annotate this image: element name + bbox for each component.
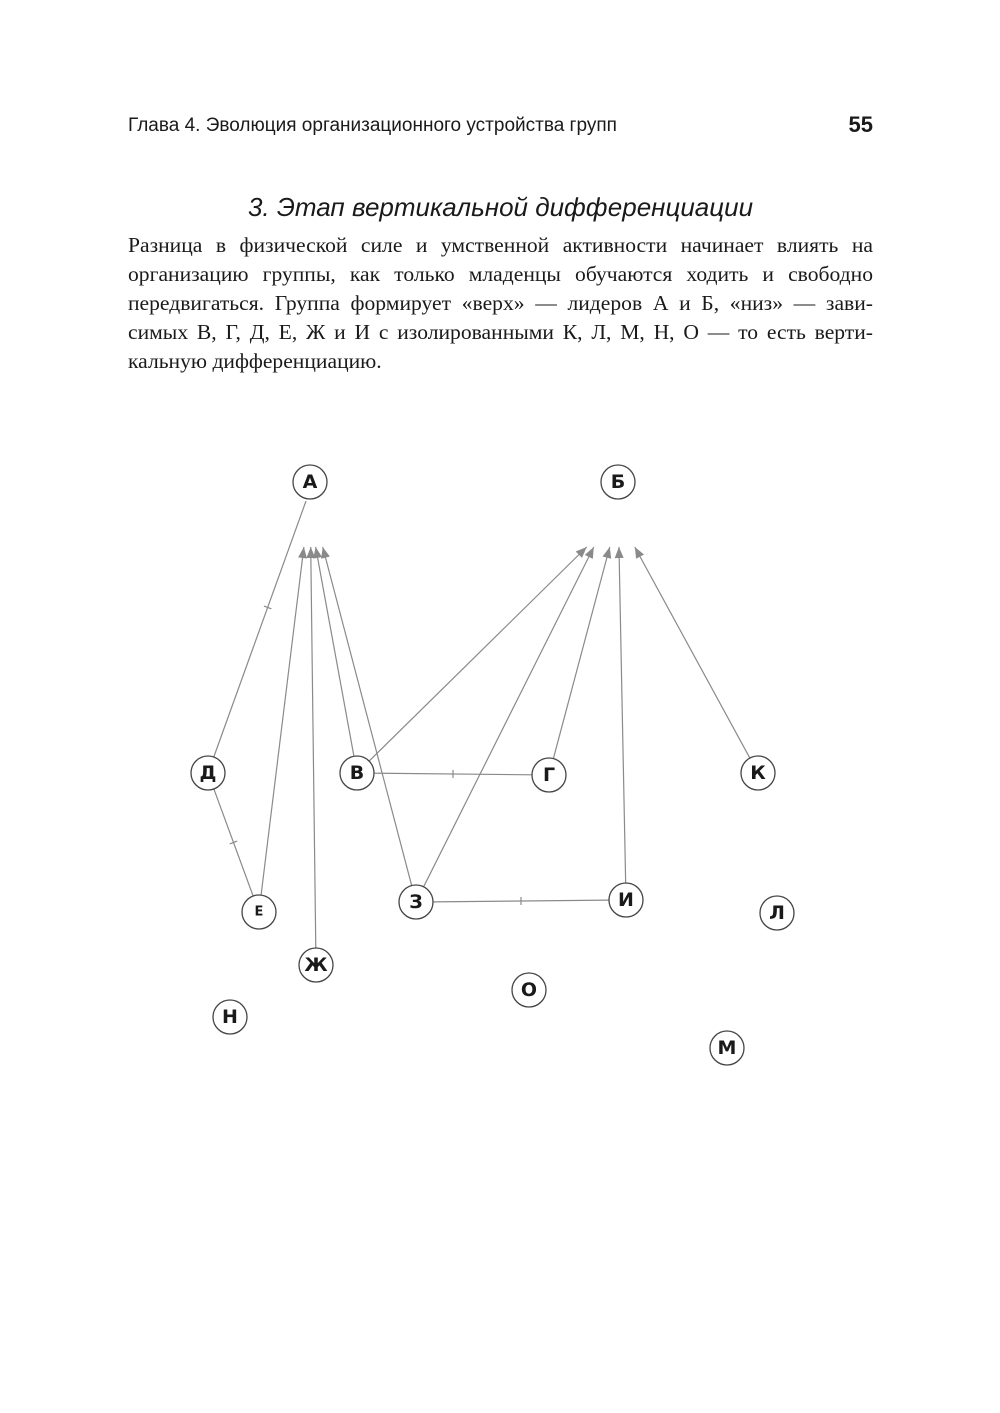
node-l: [760, 896, 794, 930]
edge-k-to-b: [635, 547, 750, 758]
arrowhead-i-to-b: [615, 547, 624, 558]
arrowhead-g-to-b: [603, 547, 612, 559]
node-m: [710, 1031, 744, 1065]
node-b-label: Б: [610, 471, 626, 493]
node-k: [741, 756, 775, 790]
node-z: [399, 885, 433, 919]
edge-z-to-b: [424, 547, 594, 887]
node-z-label: З: [409, 891, 423, 913]
nodes-layer: [191, 465, 794, 1065]
paragraph-line: организацию группы, как только младенцы обучаются ходить и свободно: [128, 262, 873, 286]
edge-v-to-a: [316, 547, 354, 756]
node-o: [512, 973, 546, 1007]
edges-layer: [214, 501, 750, 948]
node-e-label: Е: [254, 904, 264, 920]
node-i-label: И: [618, 889, 634, 911]
node-k-label: К: [750, 762, 766, 784]
section-heading: 3. Этап вертикальной дифференциации: [247, 192, 754, 222]
chapter-title: Глава 4. Эволюция организационного устройства групп: [128, 115, 617, 136]
node-a-label: А: [302, 471, 318, 493]
node-g-label: Г: [542, 764, 556, 786]
page-number: 55: [848, 112, 873, 137]
arrowhead-k-to-b: [635, 547, 644, 559]
node-v: [340, 756, 374, 790]
paragraph-line: симых В, Г, Д, Е, Ж и И с изолированными К, Л, М, Н, О — то есть верти-: [128, 320, 873, 344]
node-b: [601, 465, 635, 499]
paragraph-line: кальную дифференциацию.: [128, 349, 382, 373]
node-d: [191, 756, 225, 790]
node-v-label: В: [349, 762, 365, 784]
edge-zh-to-a: [311, 547, 316, 948]
node-zh: [299, 948, 333, 982]
node-a: [293, 465, 327, 499]
paragraph-line: Разница в физической силе и умственной активности начинает влиять на: [128, 233, 873, 257]
paragraph-line: передвигаться. Группа формирует «верх» — лидеров А и Б, «низ» — зави-: [128, 291, 873, 315]
node-e: [242, 895, 276, 929]
node-n: [213, 1000, 247, 1034]
node-l-label: Л: [769, 902, 785, 924]
edge-d-to-a: [214, 501, 306, 757]
edge-v-to-b: [369, 547, 587, 761]
edge-i-to-b: [619, 547, 626, 883]
arrowhead-e-to-a: [298, 547, 307, 558]
arrowhead-z-to-a: [321, 547, 330, 559]
edge-g-to-b: [553, 547, 609, 759]
edge-z-to-a: [323, 547, 412, 886]
node-i: [609, 883, 643, 917]
arrowhead-v-to-a: [313, 547, 322, 559]
node-zh-label: Ж: [304, 954, 328, 976]
node-m-label: М: [717, 1037, 737, 1059]
node-n-label: Н: [222, 1006, 238, 1028]
node-o-label: О: [520, 979, 538, 1001]
node-d-label: Д: [199, 762, 217, 784]
edge-e-to-a: [261, 547, 304, 895]
node-g: [532, 758, 566, 792]
